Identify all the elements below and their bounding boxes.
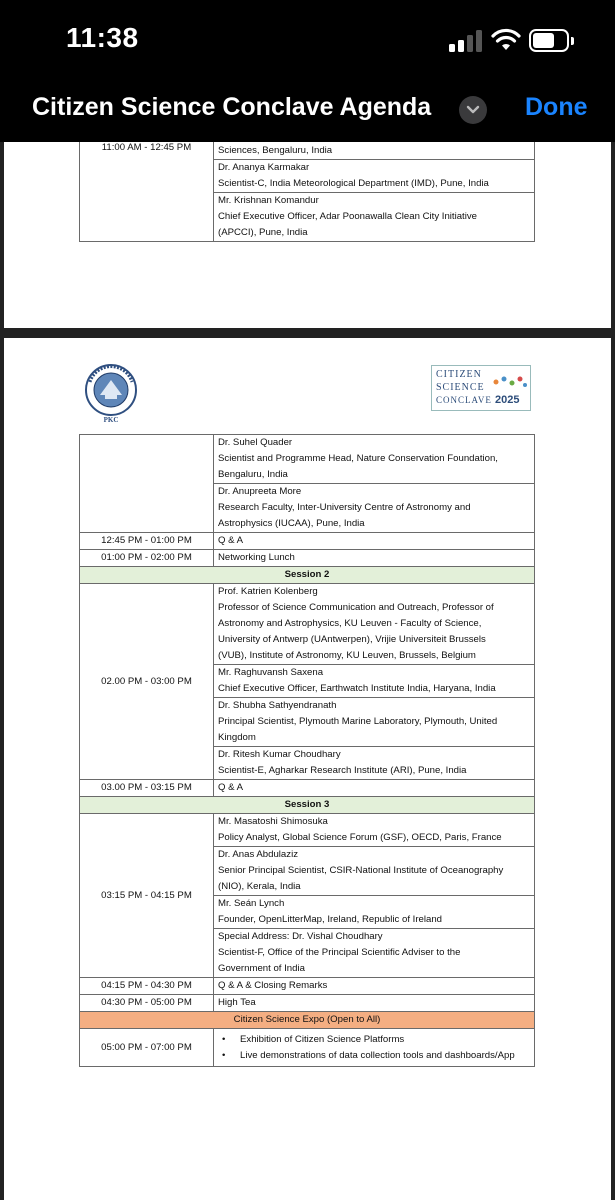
table-row: [80, 995, 535, 1012]
pkc-seal-logo: [76, 362, 146, 424]
table-row: [80, 550, 535, 567]
activity-cell: Q & A & Closing Remarks: [214, 978, 535, 995]
list-item: Dr. Ananya Karmakar Scientist-C, India Meteorological Department (IMD), Pune, India: [214, 160, 534, 193]
expo-header-row: [80, 1012, 535, 1029]
time-cell: 04:15 PM - 04:30 PM: [80, 978, 214, 995]
battery-icon: [529, 29, 575, 53]
session-header-row: [80, 567, 535, 584]
table-row: [80, 978, 535, 995]
list-item: Dr. Anupreeta More Research Faculty, Inter-University Centre of Astronomy and Astrophysics (IUCAA), Pune, India: [218, 486, 471, 529]
table-row: [80, 814, 535, 978]
list-item: Mr. Raghuvansh Saxena Chief Executive Officer, Earthwatch Institute India, Haryana, India: [214, 665, 534, 698]
list-item: Special Address: Dr. Vishal Choudhary Scientist-F, Office of the Principal Scientific Adviser to the Government of India: [218, 931, 461, 974]
session-3-header: Session 3: [80, 797, 535, 814]
document-page-1: [4, 142, 611, 328]
table-row: [80, 1029, 535, 1067]
cellular-signal-icon: [449, 30, 483, 52]
list-item: Dr. Shubha Sathyendranath Principal Scientist, Plymouth Marine Laboratory, Plymouth, United Kingdom: [214, 698, 534, 747]
speaker-cell: [214, 814, 535, 978]
speaker-cell: [214, 142, 535, 242]
list-item: Dr. Ritesh Kumar Choudhary Scientist-E, Agharkar Research Institute (ARI), Pune, India: [218, 749, 467, 776]
navigation-bar: [0, 80, 615, 142]
time-cell: [80, 435, 214, 533]
time-cell: 04:30 PM - 05:00 PM: [80, 995, 214, 1012]
list-item: Prof. Katrien Kolenberg Professor of Science Communication and Outreach, Professor of Astronomy and Astrophysics, KU Leuven - Faculty of Science, University of Antwerp (UAntwerpen), Vrijie Universiteit Brussels (VUB), Institute of Astronomy, KU Leuven, Brussels, Belgium: [214, 584, 534, 665]
list-item: Mr. Seán Lynch Founder, OpenLitterMap, Ireland, Republic of Ireland: [214, 896, 534, 929]
time-cell: 02.00 PM - 03:00 PM: [80, 584, 214, 780]
list-item: Dr. Suhel Quader Scientist and Programme Head, Nature Conservation Foundation, Bengaluru, India: [214, 435, 534, 484]
activity-cell: Q & A: [214, 780, 535, 797]
table-row: [80, 780, 535, 797]
time-cell: 03.00 PM - 03:15 PM: [80, 780, 214, 797]
table-row: [80, 584, 535, 780]
activity-cell: Q & A: [214, 533, 535, 550]
list-item: Mr. Masatoshi Shimosuka Policy Analyst, Global Science Forum (GSF), OECD, Paris, France: [214, 814, 534, 847]
time-cell: 01:00 PM - 02:00 PM: [80, 550, 214, 567]
time-cell: 12:45 PM - 01:00 PM: [80, 533, 214, 550]
document-viewer[interactable]: [0, 142, 615, 1200]
list-item: • Exhibition of Citizen Science Platforms: [222, 1032, 530, 1048]
session-header-row: [80, 797, 535, 814]
list-item: Mr. Krishnan Komandur Chief Executive Officer, Adar Poonawalla Clean City Initiative (APCCI), Pune, India: [218, 195, 477, 238]
activity-cell: High Tea: [214, 995, 535, 1012]
document-title: Citizen Science Conclave Agenda: [32, 93, 432, 121]
table-row: [80, 435, 535, 533]
agenda-table-page-2: [79, 434, 535, 1067]
citizen-science-conclave-logo: CITIZEN SCIENCE CONCLAVE 2025: [431, 365, 531, 411]
table-row: [80, 533, 535, 550]
svg-text:PKC: PKC: [103, 416, 119, 424]
agenda-table-page-1: [79, 142, 535, 242]
status-time: 11:38: [66, 22, 139, 53]
speaker-cell: [214, 584, 535, 780]
list-item: • Live demonstrations of data collection tools and dashboards/App: [222, 1048, 530, 1064]
activity-cell: Networking Lunch: [214, 550, 535, 567]
list-item: Dr. Anas Abdulaziz Senior Principal Scientist, CSIR-National Institute of Oceanography (NIO), Kerala, India: [214, 847, 534, 896]
document-page-2: [4, 338, 611, 1200]
time-cell: 03:15 PM - 04:15 PM: [80, 814, 214, 978]
time-cell: 11:00 AM - 12:45 PM: [80, 142, 214, 242]
session-2-header: Session 2: [80, 567, 535, 584]
list-item: Sciences, Bengaluru, India: [214, 142, 534, 160]
time-cell: 05:00 PM - 07:00 PM: [80, 1029, 214, 1067]
done-button[interactable]: Done: [525, 93, 588, 121]
wifi-icon: [491, 28, 521, 52]
speaker-cell: [214, 435, 535, 533]
title-menu-chevron-down-icon[interactable]: [459, 96, 487, 124]
expo-header: Citizen Science Expo (Open to All): [80, 1012, 535, 1029]
table-row: [80, 142, 535, 242]
status-bar: [0, 0, 615, 80]
activity-cell: [214, 1029, 535, 1067]
